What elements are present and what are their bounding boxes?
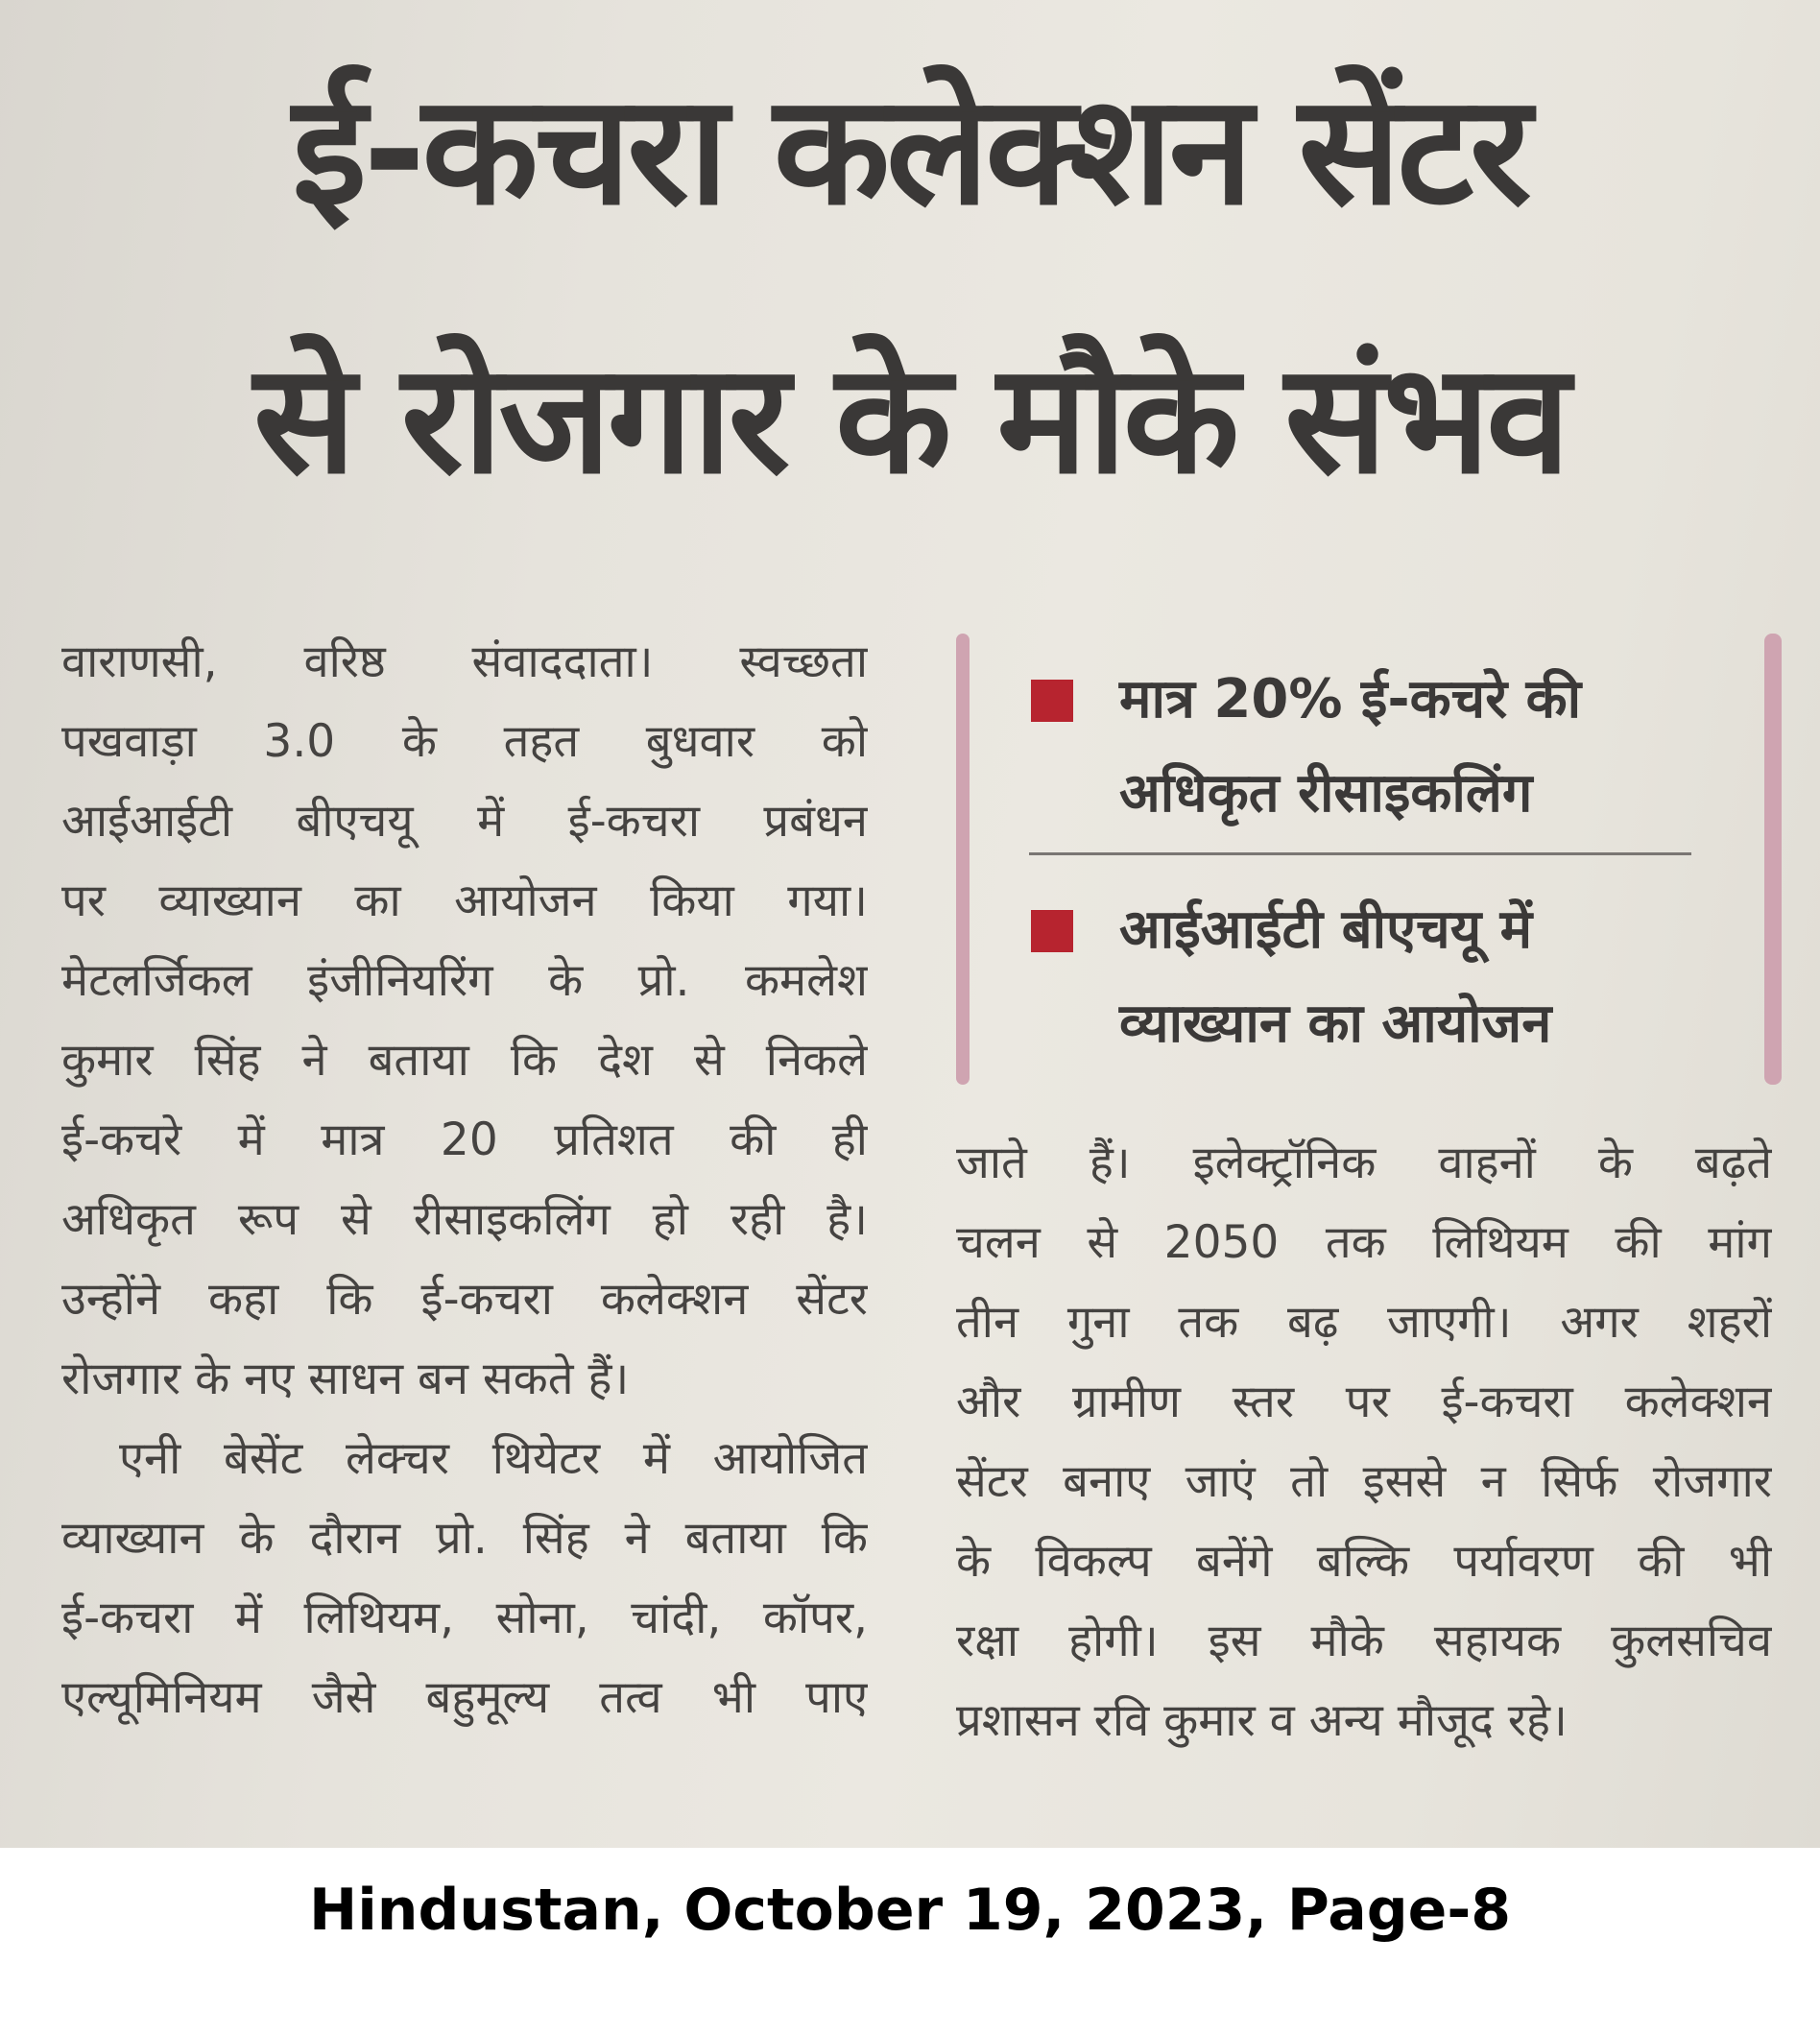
article-line: एनी बेसेंट लेक्चर थियेटर में आयोजित: [119, 1432, 868, 1485]
article-line: व्याख्यान के दौरान प्रो. सिंह ने बताया कि: [61, 1512, 868, 1565]
article-line: के विकल्प बनेंगे बल्कि पर्यावरण की भी: [956, 1535, 1772, 1588]
article-line: ई-कचरा में लिथियम, सोना, चांदी, कॉपर,: [61, 1592, 868, 1644]
article-line: और ग्रामीण स्तर पर ई-कचरा कलेक्शन: [956, 1376, 1772, 1428]
article-line: सेंटर बनाए जाएं तो इससे न सिर्फ रोजगार: [956, 1455, 1772, 1508]
article-line: जाते हैं। इलेक्ट्रॉनिक वाहनों के बढ़ते: [956, 1137, 1772, 1189]
red-square-bullet-icon: [1031, 910, 1073, 952]
article-line: वाराणसी, वरिष्ठ संवाददाता। स्वच्छता: [61, 635, 868, 688]
article-line: पर व्याख्यान का आयोजन किया गया।: [61, 874, 868, 927]
red-square-bullet-icon: [1031, 680, 1073, 722]
highlight-text: [1119, 883, 1734, 1071]
highlight-line: मात्र 20% ई-कचरे की: [1119, 668, 1582, 730]
article-line: रोजगार के नए साधन बन सकते हैं।: [61, 1353, 630, 1405]
highlight-divider: [1029, 852, 1691, 855]
highlight-line: व्याख्यान का आयोजन: [1119, 993, 1552, 1055]
article-line: चलन से 2050 तक लिथियम की मांग: [956, 1216, 1772, 1269]
highlights-box: [956, 634, 1782, 1094]
article-right-column: [956, 1123, 1772, 1760]
highlight-bar-left: [956, 634, 970, 1085]
source-caption: Hindustan, October 19, 2023, Page-8: [308, 1877, 1512, 1944]
article-line: रक्षा होगी। इस मौके सहायक कुलसचिव: [956, 1615, 1772, 1667]
highlight-text: [1119, 653, 1734, 841]
article-line: कुमार सिंह ने बताया कि देश से निकले: [61, 1034, 868, 1087]
article-line: ई-कचरे में मात्र 20 प्रतिशत की ही: [61, 1113, 868, 1166]
article-line: अधिकृत रूप से रीसाइकलिंग हो रही है।: [61, 1193, 868, 1246]
headline-line-2: से रोजगार के मौके संभव: [253, 331, 1567, 508]
highlight-line: अधिकृत रीसाइकलिंग: [1119, 762, 1533, 825]
headline-line-1: ई-कचरा कलेक्शन सेंटर: [292, 62, 1528, 239]
article-line: प्रशासन रवि कुमार व अन्य मौजूद रहे।: [956, 1694, 1568, 1747]
article-line: पखवाड़ा 3.0 के तहत बुधवार को: [61, 715, 868, 768]
article-line: मेटलर्जिकल इंजीनियरिंग के प्रो. कमलेश: [61, 954, 868, 1007]
article-line: आईआईटी बीएचयू में ई-कचरा प्रबंधन: [61, 795, 868, 848]
article-line: तीन गुना तक बढ़ जाएगी। अगर शहरों: [956, 1296, 1772, 1349]
article-line: उन्होंने कहा कि ई-कचरा कलेक्शन सेंटर: [61, 1273, 868, 1326]
article-line: एल्यूमिनियम जैसे बहुमूल्य तत्व भी पाए: [61, 1671, 868, 1724]
article-left-column: [61, 622, 868, 1737]
highlight-line: आईआईटी बीएचयू में: [1119, 898, 1533, 961]
highlight-bar-right: [1764, 634, 1782, 1085]
